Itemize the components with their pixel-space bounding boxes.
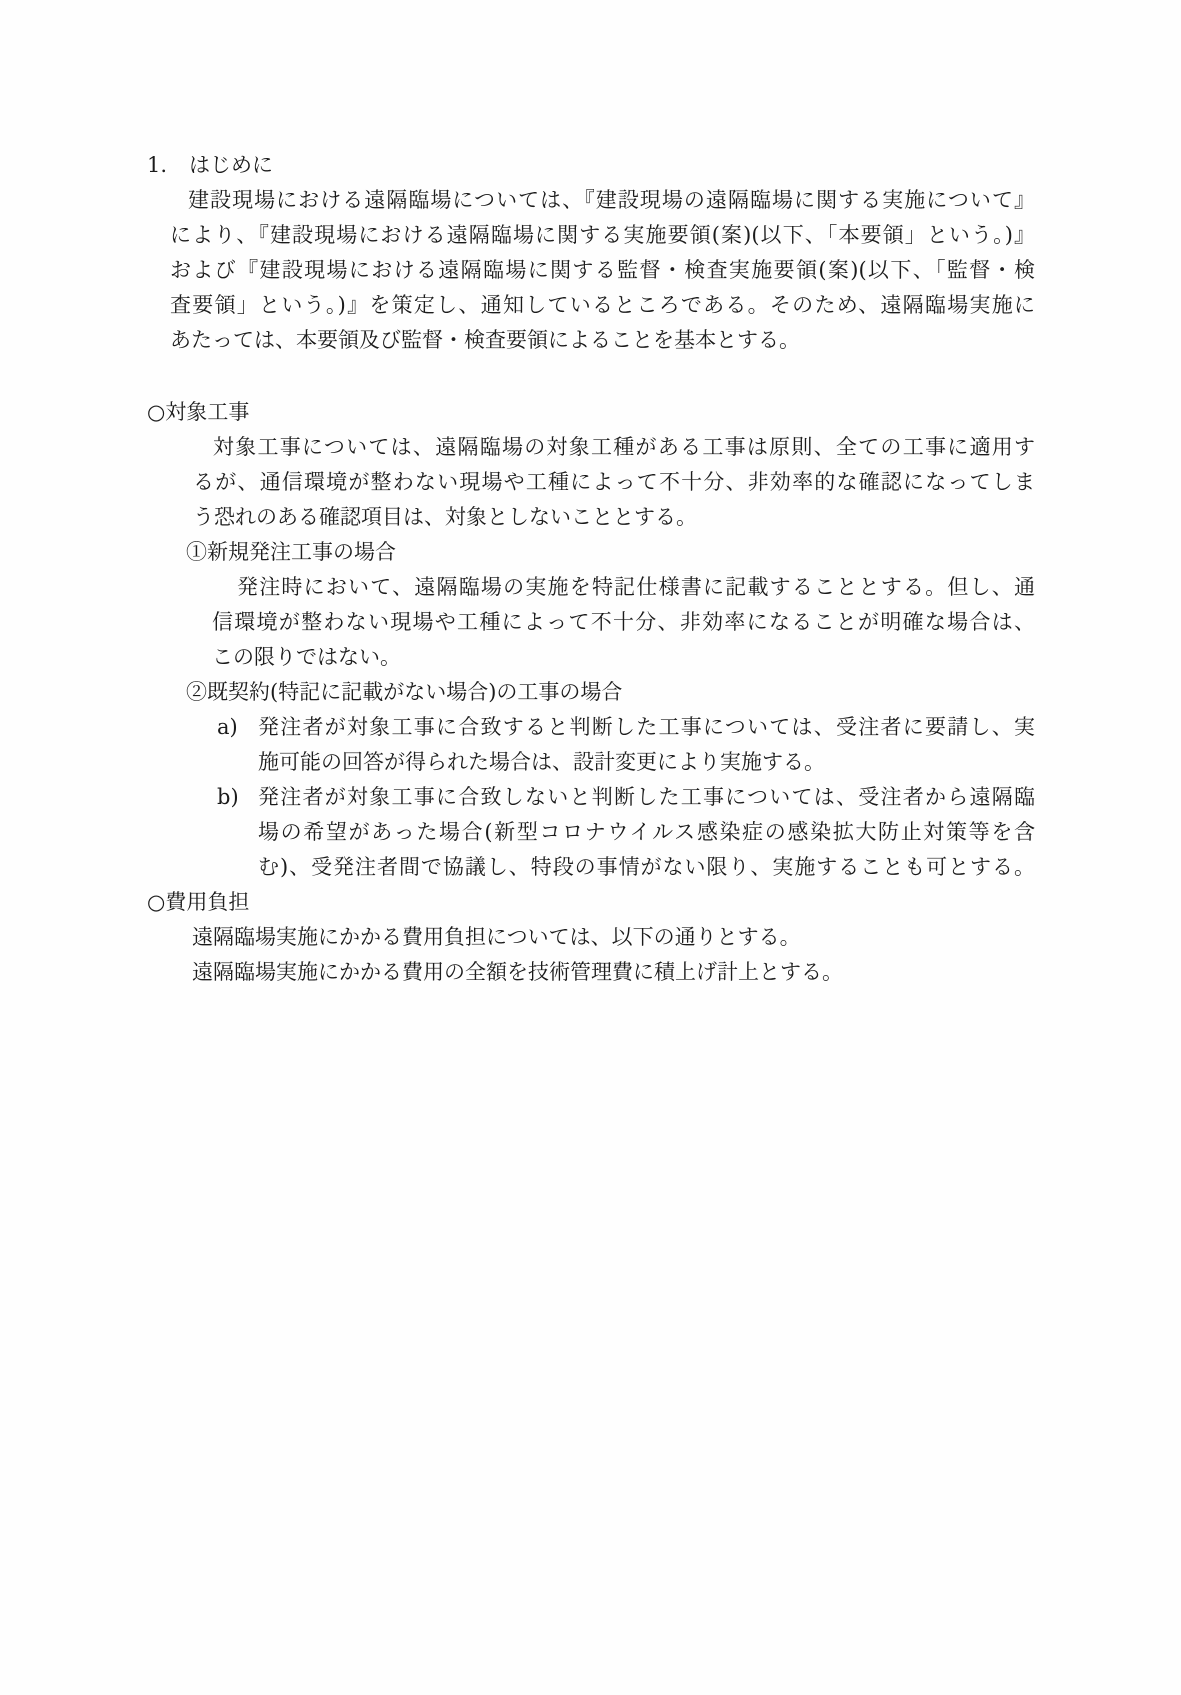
text-line: この限りではない。 bbox=[212, 645, 401, 669]
sub-item-b bbox=[217, 780, 1035, 885]
sub-item-body bbox=[258, 780, 1035, 885]
section-title: 費用負担 bbox=[165, 890, 250, 914]
cost-burden-paragraph bbox=[192, 920, 1035, 990]
text-line: 発注者が対象工事に合致しないと判断した工事については、受注者から遠隔臨 bbox=[258, 785, 1035, 809]
text-line: 遠隔臨場実施にかかる費用の全額を技術管理費に積上げ計上とする。 bbox=[192, 960, 843, 984]
sub-item-body bbox=[258, 710, 1035, 780]
section-title: はじめに bbox=[189, 153, 274, 177]
numbered-item-1-label: ①新規発注工事の場合 bbox=[186, 540, 396, 564]
sub-item-a bbox=[217, 710, 1035, 780]
text-line: 信環境が整わない現場や工種によって不十分、非効率になることが明確な場合は、 bbox=[212, 610, 1035, 634]
sub-item-marker: a) bbox=[217, 715, 238, 739]
text-line: 査要領」という。)』を策定し、通知しているところである。そのため、遠隔臨場実施に bbox=[170, 293, 1035, 317]
document-content bbox=[147, 148, 1035, 990]
target-works-paragraph bbox=[193, 430, 1035, 535]
heading-spacer bbox=[167, 148, 189, 183]
intro-paragraph bbox=[170, 183, 1035, 358]
sub-item-marker: b) bbox=[217, 785, 239, 809]
circle-bullet: ○ bbox=[147, 890, 166, 914]
text-line: う恐れのある確認項目は、対象としないこととする。 bbox=[193, 505, 697, 529]
section-title: 対象工事 bbox=[165, 400, 250, 424]
text-line: 場の希望があった場合(新型コロナウイルス感染症の感染拡大防止対策等を含 bbox=[258, 820, 1035, 844]
section-heading-taisho-koji bbox=[147, 395, 1035, 430]
text-line: 発注時において、遠隔臨場の実施を特記仕様書に記載することとする。但し、通 bbox=[237, 575, 1035, 599]
text-line: 対象工事については、遠隔臨場の対象工種がある工事は原則、全ての工事に適用す bbox=[213, 435, 1035, 459]
section-heading-hiyo-futan bbox=[147, 885, 1035, 920]
numbered-item-1-paragraph bbox=[212, 570, 1035, 675]
text-line: 施可能の回答が得られた場合は、設計変更により実施する。 bbox=[258, 750, 825, 774]
numbered-item-2-label: ②既契約(特記に記載がない場合)の工事の場合 bbox=[186, 680, 623, 704]
section-heading-hajimeni bbox=[147, 148, 1035, 183]
text-line: 発注者が対象工事に合致すると判断した工事については、受注者に要請し、実 bbox=[258, 715, 1035, 739]
section-number: 1. bbox=[147, 153, 168, 177]
text-line: あたっては、本要領及び監督・検査要領によることを基本とする。 bbox=[170, 328, 800, 352]
text-line: および『建設現場における遠隔臨場に関する監督・検査実施要領(案)(以下、「監督・検 bbox=[170, 258, 1035, 282]
text-line: 建設現場における遠隔臨場については、『建設現場の遠隔臨場に関する実施について』 bbox=[188, 188, 1035, 212]
text-line: により、『建設現場における遠隔臨場に関する実施要領(案)(以下、「本要領」という。)』 bbox=[170, 223, 1035, 247]
section-gap bbox=[147, 358, 1035, 395]
text-line: 遠隔臨場実施にかかる費用負担については、以下の通りとする。 bbox=[192, 925, 801, 949]
text-line: む)、受発注者間で協議し、特段の事情がない限り、実施することも可とする。 bbox=[258, 855, 1035, 879]
circle-bullet: ○ bbox=[147, 400, 166, 424]
text-line: るが、通信環境が整わない現場や工種によって不十分、非効率的な確認になってしま bbox=[193, 470, 1035, 494]
